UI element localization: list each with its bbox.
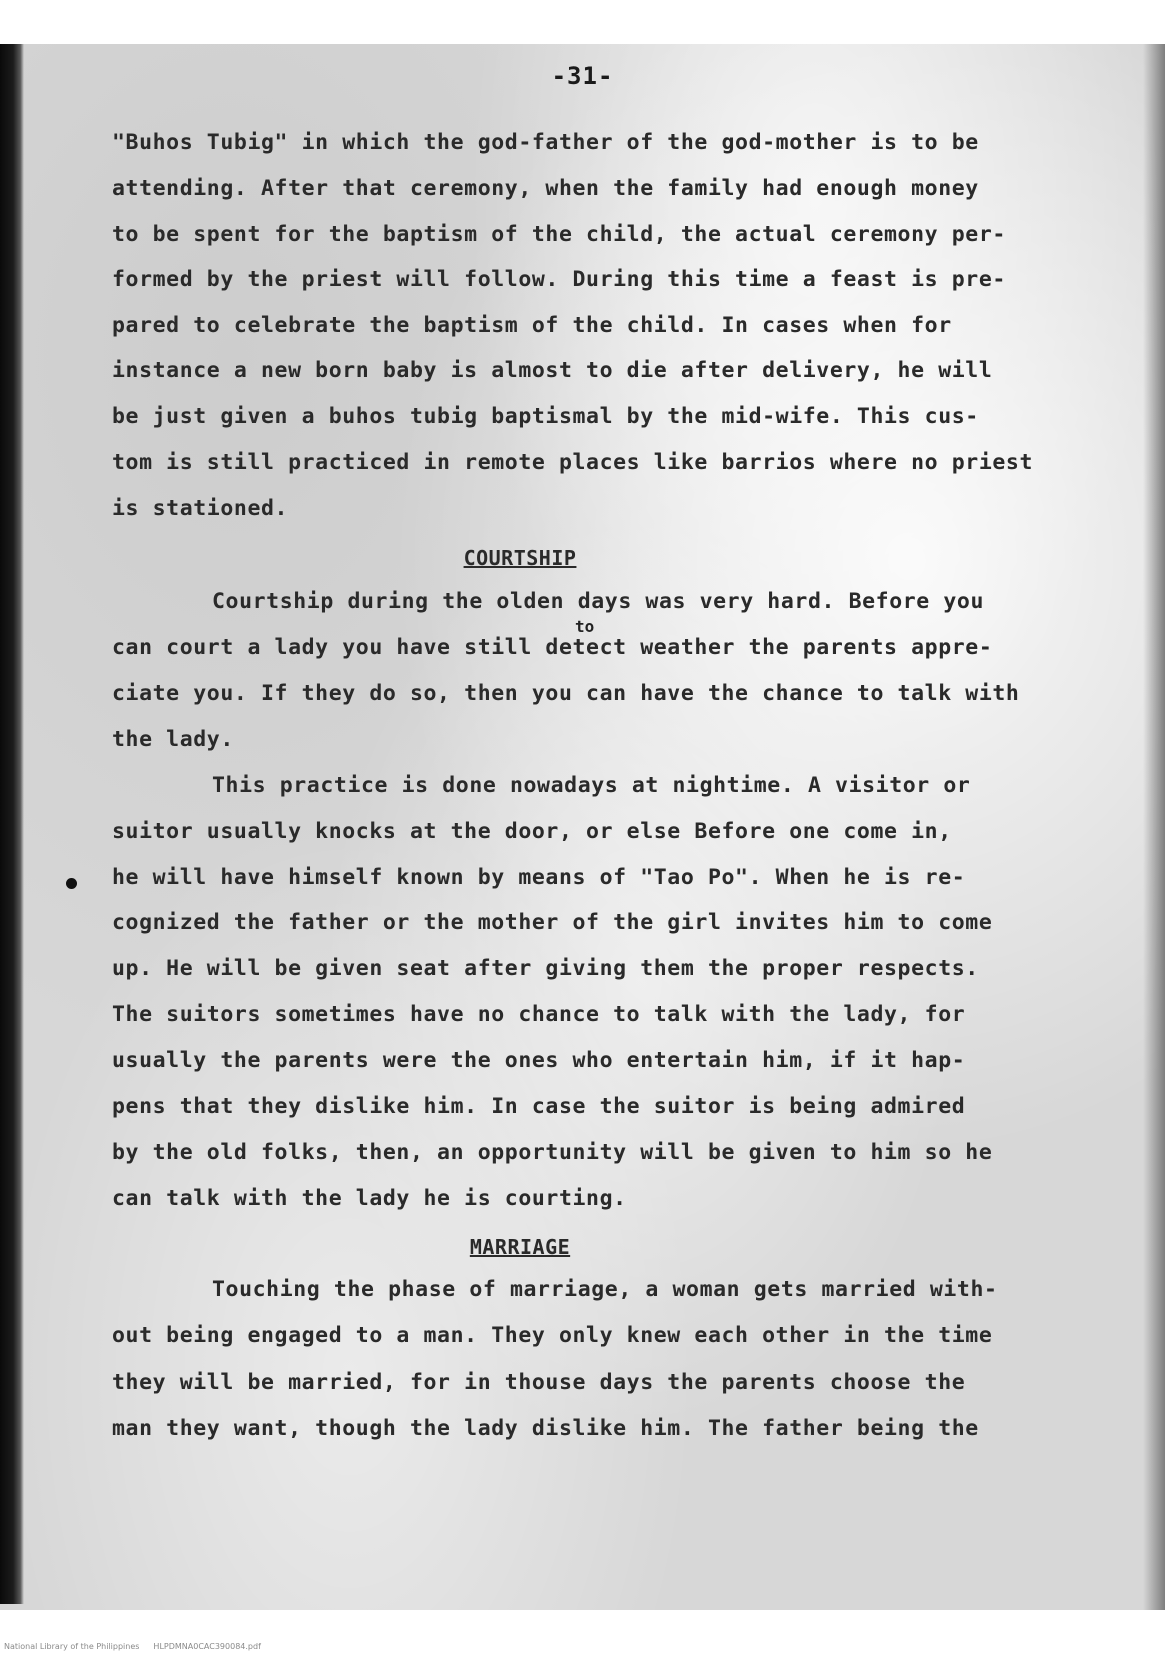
text-line: pens that they dislike him. In case the suitor is being admired [112,1094,966,1119]
text-line: is stationed. [112,496,289,521]
text-line: to be spent for the baptism of the child, the actual ceremony per- [112,222,1006,247]
text-line: the lady. [112,727,234,752]
text-line: Courtship during the olden days was very hard. Before you [212,589,985,614]
text-line: instance a new born baby is almost to die after delivery, he will [112,358,993,383]
text-line: by the old folks, then, an opportunity will be given to him so he [112,1140,993,1165]
text-line: out being engaged to a man. They only knew each other in the time [112,1323,993,1348]
text-line: tom is still practiced in remote places like barrios where no priest [112,450,1033,475]
text-line: ciate you. If they do so, then you can have the chance to talk with [112,681,1020,706]
text-line: "Buhos Tubig" in which the god-father of the god-mother is to be [112,130,979,155]
text-line: can talk with the lady he is courting. [112,1186,627,1211]
section-heading-marriage: MARRIAGE [469,1235,571,1259]
text-line: attending. After that ceremony, when the family had enough money [112,176,979,201]
handwritten-insertion: to [575,617,595,636]
text-line: pared to celebrate the baptism of the child. In cases when for [112,313,952,338]
text-line: up. He will be given seat after giving them the proper respects. [112,956,979,981]
text-line: they will be married, for in thouse days the parents choose the [112,1370,966,1395]
footer-library: National Library of the Philippines [4,1642,140,1651]
page-number: -31- [551,62,614,90]
footer-file: HLPDMNA0CAC390084.pdf [153,1642,261,1651]
margin-dot [66,878,77,889]
binding-shadow [0,44,24,1604]
text-line: suitor usually knocks at the door, or else Before one come in, [112,819,952,844]
section-heading-courtship: COURTSHIP [463,546,577,570]
text-line: The suitors sometimes have no chance to talk with the lady, for [112,1002,966,1027]
text-line: be just given a buhos tubig baptismal by the mid-wife. This cus- [112,404,979,429]
text-line: Touching the phase of marriage, a woman gets married with- [212,1277,998,1302]
text-line: usually the parents were the ones who entertain him, if it hap- [112,1048,966,1073]
text-line: can court a lady you have still detect weather the parents appre- [112,635,993,660]
text-line: he will have himself known by means of "Tao Po". When he is re- [112,865,966,890]
text-line: man they want, though the lady dislike him. The father being the [112,1416,979,1441]
text-line: cognized the father or the mother of the girl invites him to come [112,910,993,935]
text-line: This practice is done nowadays at nightime. A visitor or [212,773,971,798]
footer-caption [4,1642,261,1651]
page-edge-shadow [1143,44,1165,1610]
text-line: formed by the priest will follow. During this time a feast is pre- [112,267,1006,292]
